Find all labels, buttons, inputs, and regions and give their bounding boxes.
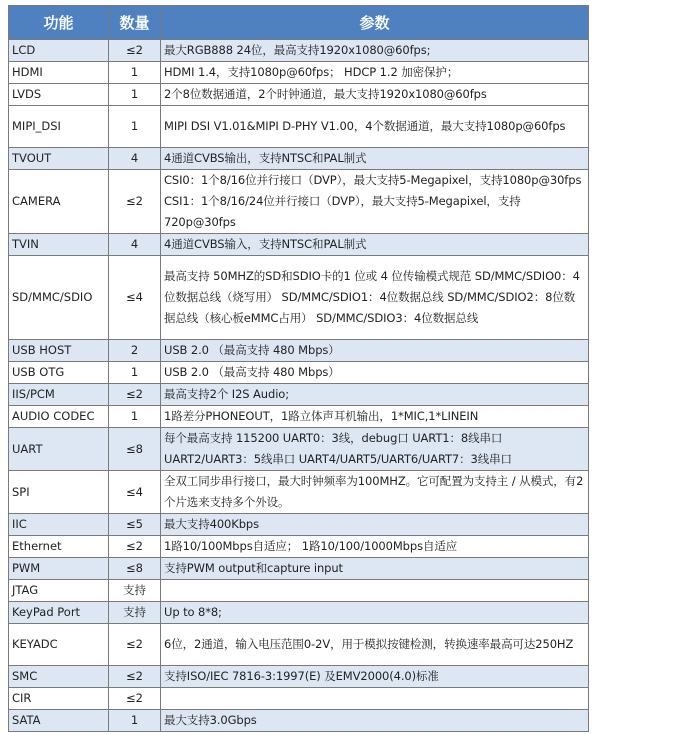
cell-function: USB HOST xyxy=(9,340,109,362)
cell-function: USB OTG xyxy=(9,362,109,384)
cell-function: IIS/PCM xyxy=(9,384,109,406)
cell-quantity: ≤8 xyxy=(109,558,161,580)
cell-function: SPI xyxy=(9,471,109,514)
cell-function: IIC xyxy=(9,514,109,536)
cell-quantity: ≤2 xyxy=(109,170,161,234)
table-row-usb-host xyxy=(9,340,589,362)
table-row-ethernet xyxy=(9,536,589,558)
cell-function: MIPI_DSI xyxy=(9,106,109,148)
cell-quantity: 1 xyxy=(109,406,161,428)
cell-parameters: 最大支持3.0Gbps xyxy=(161,710,589,732)
cell-parameters: 2个8位数据通道，2个时钟通道，最大支持1920x1080@60fps xyxy=(161,84,589,106)
cell-quantity: 4 xyxy=(109,234,161,256)
cell-parameters: 支持PWM output和capture input xyxy=(161,558,589,580)
cell-quantity: 4 xyxy=(109,148,161,170)
cell-quantity: ≤2 xyxy=(109,688,161,710)
cell-function: CIR xyxy=(9,688,109,710)
header-quantity: 数量 xyxy=(109,6,161,40)
cell-quantity: 2 xyxy=(109,340,161,362)
cell-parameters: 最大支持400Kbps xyxy=(161,514,589,536)
cell-quantity: 支持 xyxy=(109,580,161,602)
table-row-smc xyxy=(9,666,589,688)
cell-function: AUDIO CODEC xyxy=(9,406,109,428)
table-row-mipi-dsi xyxy=(9,106,589,148)
cell-parameters: USB 2.0 （最高支持 480 Mbps） xyxy=(161,362,589,384)
cell-quantity: ≤4 xyxy=(109,256,161,340)
table-header-row xyxy=(9,6,589,40)
cell-parameters: MIPI DSI V1.01&MIPI D-PHY V1.00，4个数据通道，最大支持1080p@60fps xyxy=(161,106,589,148)
table-row-audio-codec xyxy=(9,406,589,428)
spec-table xyxy=(8,5,589,732)
cell-parameters: HDMI 1.4，支持1080p@60fps； HDCP 1.2 加密保护； xyxy=(161,62,589,84)
cell-parameters: 每个最高支持 115200 UART0：3线，debug口 UART1：8线串口 UART2/UART3：5线串口 UART4/UART5/UART6/UART7：3线串口 xyxy=(161,428,589,471)
cell-function: JTAG xyxy=(9,580,109,602)
table-row-keypad-port xyxy=(9,602,589,624)
cell-function: KEYADC xyxy=(9,624,109,666)
table-row-camera xyxy=(9,170,589,234)
cell-parameters: CSI0：1个8/16位并行接口（DVP），最大支持5-Megapixel，支持1080p@30fps CSI1：1个8/16/24位并行接口（DVP），最大支持5-Megapixel，支持720p@30fps xyxy=(161,170,589,234)
cell-function: TVIN xyxy=(9,234,109,256)
cell-parameters: 6位，2通道，输入电压范围0-2V，用于模拟按键检测，转换速率最高可达250HZ xyxy=(161,624,589,666)
cell-function: KeyPad Port xyxy=(9,602,109,624)
cell-quantity: 1 xyxy=(109,106,161,148)
cell-function: SATA xyxy=(9,710,109,732)
cell-parameters: 4通道CVBS输入，支持NTSC和PAL制式 xyxy=(161,234,589,256)
table-row-pwm xyxy=(9,558,589,580)
table-row-uart xyxy=(9,428,589,471)
table-row-sd-mmc-sdio xyxy=(9,256,589,340)
cell-parameters: USB 2.0 （最高支持 480 Mbps） xyxy=(161,340,589,362)
spec-table-container xyxy=(8,5,588,732)
table-row-sata xyxy=(9,710,589,732)
cell-quantity: ≤2 xyxy=(109,40,161,62)
table-row-lcd xyxy=(9,40,589,62)
cell-parameters: 最高支持2个 I2S Audio; xyxy=(161,384,589,406)
table-row-jtag xyxy=(9,580,589,602)
table-row-tvout xyxy=(9,148,589,170)
cell-quantity: ≤8 xyxy=(109,428,161,471)
cell-quantity: 1 xyxy=(109,710,161,732)
table-row-spi xyxy=(9,471,589,514)
table-row-keyadc xyxy=(9,624,589,666)
cell-quantity: 1 xyxy=(109,62,161,84)
cell-function: SD/MMC/SDIO xyxy=(9,256,109,340)
cell-function: LVDS xyxy=(9,84,109,106)
cell-parameters: 最高支持 50MHZ的SD和SDIO卡的1 位或 4 位传输模式规范 SD/MMC/SDIO0：4位数据总线（烧写用） SD/MMC/SDIO1：4位数据总线 SD/MMC/SDIO2：8位数据总线（核心板eMMC占用） SD/MMC/SDIO3：4位数据总线 xyxy=(161,256,589,340)
cell-function: TVOUT xyxy=(9,148,109,170)
cell-parameters: 最大RGB888 24位，最高支持1920x1080@60fps; xyxy=(161,40,589,62)
cell-quantity: ≤2 xyxy=(109,624,161,666)
cell-function: UART xyxy=(9,428,109,471)
cell-parameters: 支持ISO/IEC 7816-3:1997(E) 及EMV2000(4.0)标准 xyxy=(161,666,589,688)
cell-function: Ethernet xyxy=(9,536,109,558)
cell-parameters xyxy=(161,688,589,710)
cell-quantity: ≤2 xyxy=(109,536,161,558)
header-parameters: 参数 xyxy=(161,6,589,40)
cell-parameters: Up to 8*8; xyxy=(161,602,589,624)
cell-function: CAMERA xyxy=(9,170,109,234)
table-row-tvin xyxy=(9,234,589,256)
cell-quantity: ≤5 xyxy=(109,514,161,536)
table-row-iic xyxy=(9,514,589,536)
table-row-lvds xyxy=(9,84,589,106)
table-row-hdmi xyxy=(9,62,589,84)
cell-parameters: 1路差分PHONEOUT，1路立体声耳机输出，1*MIC,1*LINEIN xyxy=(161,406,589,428)
cell-quantity: 支持 xyxy=(109,602,161,624)
table-row-iis-pcm xyxy=(9,384,589,406)
cell-parameters: 1路10/100Mbps自适应； 1路10/100/1000Mbps自适应 xyxy=(161,536,589,558)
cell-function: SMC xyxy=(9,666,109,688)
table-row-cir xyxy=(9,688,589,710)
cell-function: LCD xyxy=(9,40,109,62)
cell-parameters: 4通道CVBS输出，支持NTSC和PAL制式 xyxy=(161,148,589,170)
cell-quantity: ≤2 xyxy=(109,666,161,688)
table-row-usb-otg xyxy=(9,362,589,384)
cell-quantity: 1 xyxy=(109,362,161,384)
cell-quantity: 1 xyxy=(109,84,161,106)
header-function: 功能 xyxy=(9,6,109,40)
cell-parameters xyxy=(161,580,589,602)
cell-quantity: ≤2 xyxy=(109,384,161,406)
cell-quantity: ≤4 xyxy=(109,471,161,514)
cell-function: HDMI xyxy=(9,62,109,84)
cell-parameters: 全双工同步串行接口，最大时钟频率为100MHZ。它可配置为支持主 / 从模式，有2个片选来支持多个外设。 xyxy=(161,471,589,514)
cell-function: PWM xyxy=(9,558,109,580)
